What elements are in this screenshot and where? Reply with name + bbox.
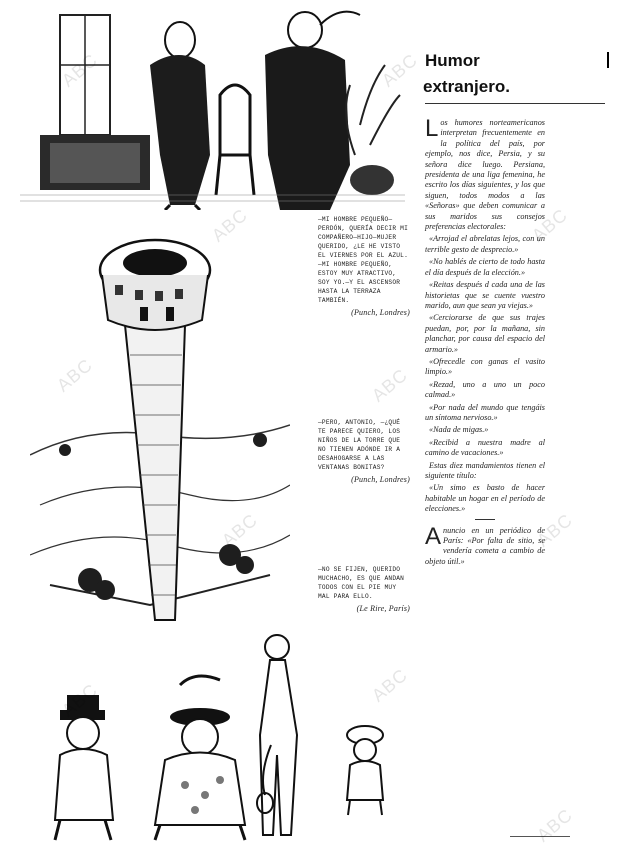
caption-2-source: (Punch, Londres) (351, 475, 410, 484)
watermark-8: ABC (532, 509, 577, 551)
article-paragraph-13 (425, 522, 545, 568)
page-edge-mark (607, 52, 609, 68)
article-paragraph-12: «Un simo es basto de hacer habitable un hogar en el período de elecciones.» (425, 483, 545, 514)
caption-1-extra: —MI HOMBRE PEQUEÑO, ESTOY MUY ATRACTIVO, SOY YO.—Y EL ASCENSOR HASTA LA TERRAZA TAMBIÉN. (318, 261, 401, 304)
watermark-11: ABC (532, 804, 577, 846)
tower-cartoon-illustration (30, 225, 290, 625)
watermark-4: ABC (527, 204, 572, 246)
caption-2-text: —PERO, ANTONIO, —¿QUÉ TE PARECE QUIERO, LOS NIÑOS DE LA TORRE QUE NO TIENEN ADÓNDE IR A DESAHOGARSE A LAS VENTANAS BONITAS? (318, 419, 401, 471)
article-title-line-1: Humor (425, 51, 480, 70)
watermark-6: ABC (367, 364, 412, 406)
article-paragraph-10: «Recibid a nuestra madre al camino de vacaciones.» (425, 437, 545, 458)
top-cartoon-drawing (20, 5, 405, 210)
article-paragraph-7: «Rezad, uno a uno un poco calmad.» (425, 379, 545, 400)
bottom-rule (510, 836, 570, 837)
caption-le-rire (318, 565, 410, 613)
article-title (425, 48, 605, 100)
dropcap-2: A (425, 522, 442, 550)
article-paragraph-5: «Cerciorarse de que sus trajes puedan, por, por la mañana, sin planchar, por causa del espacio del armario.» (425, 313, 545, 354)
article-paragraph-1 (425, 115, 545, 232)
article-paragraph-6: «Ofrecedle con ganas el vasito limpio.» (425, 356, 545, 377)
article-title-line-2: extranjero. (423, 77, 510, 96)
top-cartoon-illustration (20, 5, 405, 210)
caption-1-text: —MI HOMBRE PEQUEÑO—PERDÓN, QUERÍA DECIR MI COMPAÑERO—HIJO—MUJER QUERIDO, ¿LE HE VISTO EL VIERNES POR EL AZUL. (318, 216, 409, 259)
article-paragraph-13-text: nuncio en un periódico de París: «Por falta de sitio, se vendería cometa a cambio de objeto útil.» (425, 525, 545, 566)
section-divider (475, 519, 495, 520)
article-paragraph-3: «No hablés de cierto de todo hasta el día después de la elección.» (425, 257, 545, 277)
caption-3-source: (Le Rire, París) (356, 604, 410, 613)
article-paragraph-8: «Por nada del mundo que tengáis un síntoma nervioso.» (425, 402, 545, 422)
tower-cartoon-drawing (30, 225, 290, 625)
caption-1-source: (Punch, Londres) (351, 308, 410, 317)
article-paragraph-1-text: os humores norteamericanos interpretan frecuentemente en la política del país, por ejemplo, nos dice, Persia, y su señora dice luego. Persiana, presidenta de una liga femenina, he escrito los días siguientes, y los que siguen, todos modos a las «Señoras» que deben comunicar a sus maridos sus consejos preferencias electorales: (425, 118, 545, 232)
dropcap: L (425, 115, 439, 142)
bottom-cartoon-drawing (45, 625, 405, 850)
article-paragraph-4: «Reitas después d cada una de las historietas que se cuente vuestro marido, aun que sean ya viejas.» (425, 280, 545, 310)
bottom-cartoon-illustration (45, 625, 405, 850)
article-paragraph-9: «Nada de migas.» (429, 425, 489, 435)
article-body (425, 115, 545, 569)
title-divider (425, 103, 605, 104)
article-paragraph-2: «Arrojad el abrelatas lejos, con un terrible gesto de desprecio.» (425, 234, 545, 254)
caption-punch-1 (318, 215, 410, 317)
caption-punch-2 (318, 418, 410, 484)
article-paragraph-11: Estas diez mandamientos tienen el siguiente título: (425, 460, 545, 480)
caption-3-text: —NO SE FIJEN, QUERIDO MUCHACHO, ES QUE ANDAN TODOS CON EL PIE MUY MAL PARA ELLO. (318, 566, 405, 600)
